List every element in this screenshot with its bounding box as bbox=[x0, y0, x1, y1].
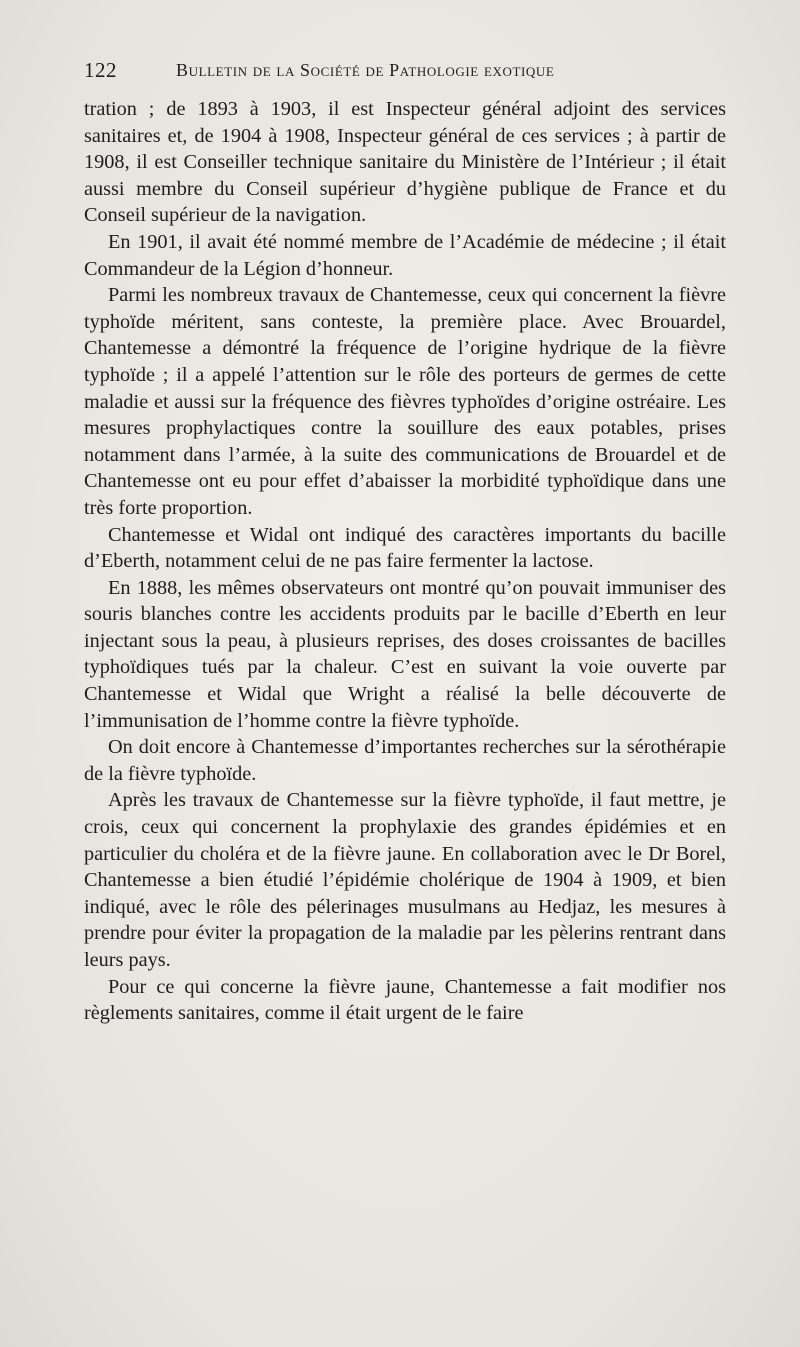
paragraph-epidemies: Après les travaux de Chantemesse sur la fièvre typhoïde, il faut mettre, je crois, ceux qui concernent la prophylaxie des grandes épidémies et en particulier du choléra et de la fièvre jaune. En collaboration avec le Dr Borel, Chantemesse a bien étudié l’épidémie cholérique de 1904 à 1909, et bien indiqué, avec le rôle des pélerinages musulmans au Hedjaz, les mesures à prendre pour éviter la propagation de la maladie par les pèlerins rentrant dans leurs pays. bbox=[84, 789, 726, 971]
page-number: 122 bbox=[84, 58, 117, 82]
running-title: Bulletin de la Société de Pathologie exotique bbox=[176, 60, 555, 80]
paragraph-travaux: Parmi les nombreux travaux de Chantemesse, ceux qui concernent la fièvre typhoïde méritent, sans conteste, la première place. Avec Brouardel, Chantemesse a démontré la fréquence de l’origine hydrique de la fièvre typhoïde ; il a appelé l’attention sur le rôle des porteurs de germes de cette maladie et aussi sur la fréquence des fièvres typhoïdes d’origine ostréaire. Les mesures prophylactiques contre la souillure des eaux potables, prises notamment dans l’armée, à la suite des communications de Brouardel et de Chantemesse ont eu pour effet d’abaisser la morbidité typhoïdique dans une très forte proportion. bbox=[84, 284, 726, 519]
paragraph-fievre-jaune: Pour ce qui concerne la fièvre jaune, Chantemesse a fait modifier nos règlements sanitaires, comme il était urgent de le faire bbox=[84, 975, 726, 1025]
paragraph-academie: En 1901, il avait été nommé membre de l’Académie de médecine ; il était Commandeur de la Légion d’honneur. bbox=[84, 230, 726, 280]
body-text bbox=[84, 96, 726, 1027]
paragraph-bacille: Chantemesse et Widal ont indiqué des caractères importants du bacille d’Eberth, notamment celui de ne pas faire fermenter la lactose. bbox=[84, 523, 726, 573]
paragraph-serotherapie: On doit encore à Chantemesse d’importantes recherches sur la sérothérapie de la fièvre typhoïde. bbox=[84, 736, 726, 785]
paragraph-immunisation: En 1888, les mêmes observateurs ont montré qu’on pouvait immuniser des souris blanches contre les accidents produits par le bacille d’Eberth en leur injectant sous la peau, à plusieurs reprises, des doses croissantes de bacilles typhoïdiques tués par la chaleur. C’est en suivant la voie ouverte par Chantemesse et Widal que Wright a réalisé la belle découverte de l’immunisation de l’homme contre la fièvre typhoïde. bbox=[84, 576, 726, 732]
paragraph-continuation: tration ; de 1893 à 1903, il est Inspecteur général adjoint des services sanitaires et, de 1904 à 1908, Inspecteur général de ces services ; à partir de 1908, il est Conseiller technique sanitaire du Ministère de l’Intérieur ; il était aussi membre du Conseil supérieur d’hygiène publique de France et du Conseil supérieur de la navigation. bbox=[84, 98, 726, 227]
page-header bbox=[84, 58, 726, 88]
